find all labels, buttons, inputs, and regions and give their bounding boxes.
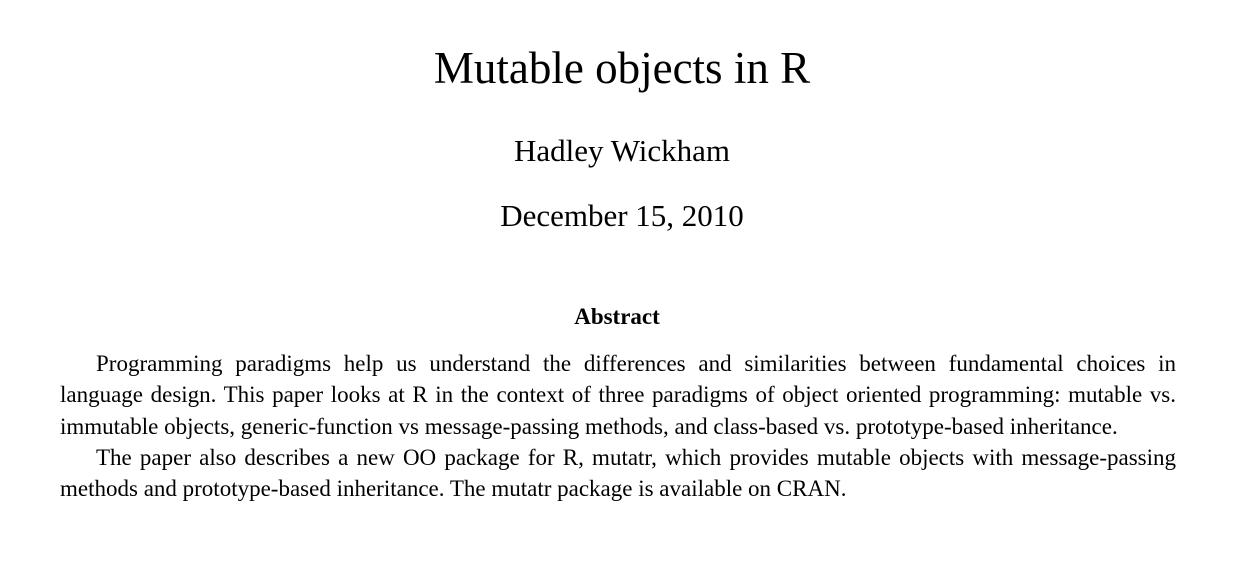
abstract-body [60,348,1176,504]
abstract-paragraph: Programming paradigms help us understand the differences and similarities between fundamental choices in language design. This paper looks at R in the context of three paradigms of object oriented programming: mutable vs. immutable objects, generic-function vs message-passing methods, and class-based vs. prototype-based inheritance. [60,351,1176,439]
author-name: Hadley Wickham [514,133,730,168]
abstract-heading: Abstract [574,304,660,329]
abstract-paragraph: The paper also describes a new OO package for R, mutatr, which provides mutable objects with message-passing methods and prototype-based inheritance. The mutatr package is available on CRAN. [60,444,1176,502]
publication-date: December 15, 2010 [500,198,744,233]
paper-title: Mutable objects in R [433,43,811,93]
